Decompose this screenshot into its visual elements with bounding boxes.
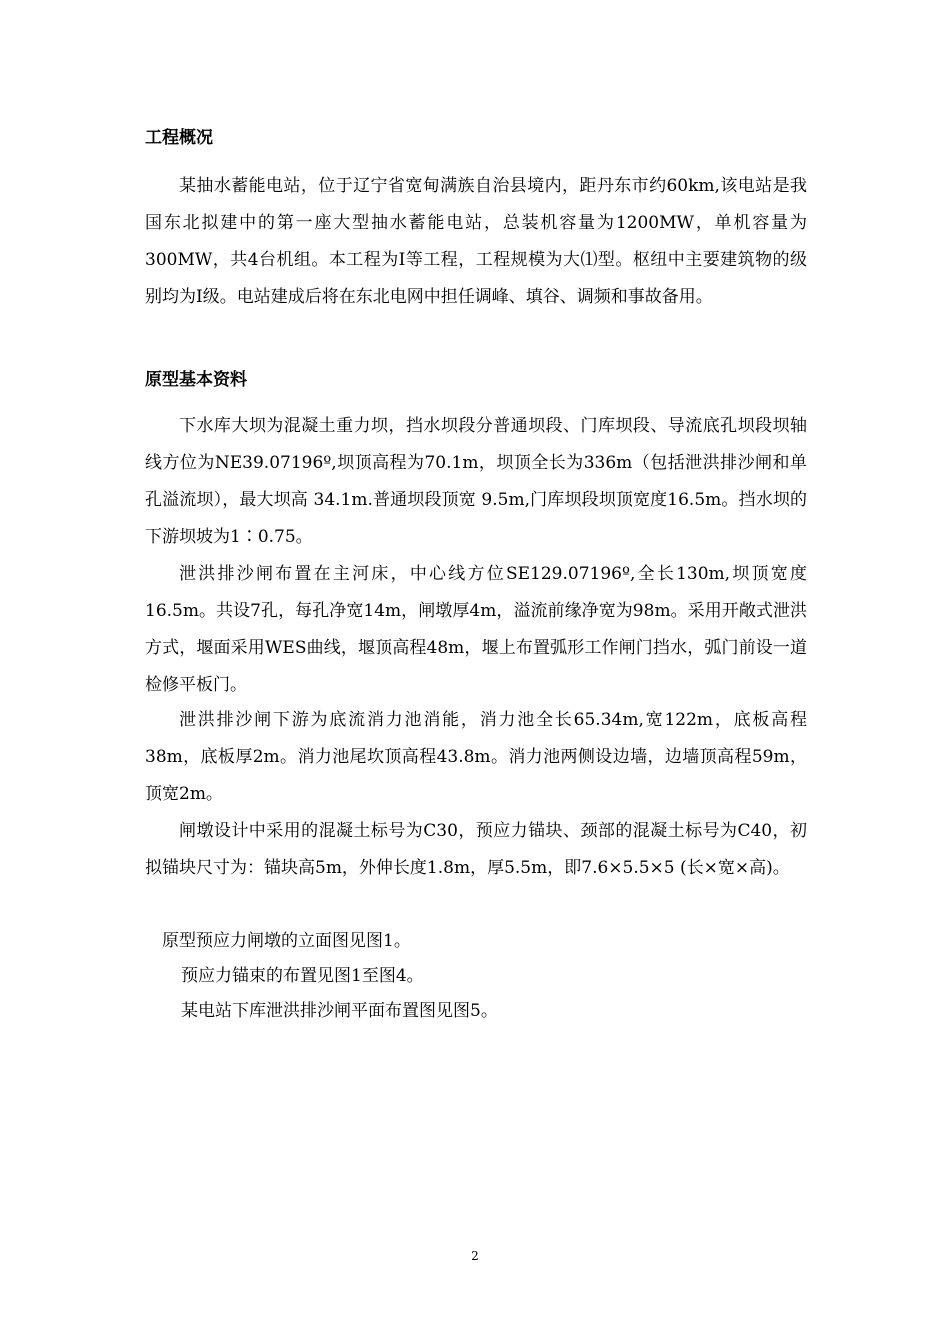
figure-reference-line: 某电站下库泄洪排沙闸平面布置图见图5。 [181, 1001, 498, 1021]
section-heading-project-overview: 工程概况 [145, 128, 213, 148]
figure-reference-line: 原型预应力闸墩的立面图见图1。 [162, 931, 411, 951]
sluice-layout-paragraph: 泄洪排沙闸布置在主河床，中心线方位SE129.07196º,全长130m,坝顶宽度16.5m。共设7孔，每孔净宽14m，闸墩厚4m，溢流前缘净宽为98m。采用开敞式泄洪方式，堰面采用WES曲线，堰顶高程48m，堰上布置弧形工作闸门挡水，弧门前设一道检修平板门。 [145, 564, 807, 695]
project-overview-paragraph: 某抽水蓄能电站，位于辽宁省宽甸满族自治县境内，距丹东市约60km,该电站是我国东北拟建中的第一座大型抽水蓄能电站，总装机容量为1200MW，单机容量为300MW，共4台机组。本工程为I等工程，工程规模为大⑴型。枢纽中主要建筑物的级别均为I级。电站建成后将在东北电网中担任调峰、填谷、调频和事故备用。 [145, 176, 807, 307]
page-number: 2 [471, 1249, 479, 1263]
section-heading-prototype-data: 原型基本资料 [145, 370, 247, 390]
figure-reference-line: 预应力锚束的布置见图1至图4。 [181, 966, 424, 986]
dam-description-paragraph: 下水库大坝为混凝土重力坝，挡水坝段分普通坝段、门库坝段、导流底孔坝段坝轴线方位为NE39.07196º,坝顶高程为70.1m，坝顶全长为336m（包括泄洪排沙闸和单孔溢流坝），最大坝高 34.1m.普通坝段顶宽 9.5m,门库坝段坝顶宽度16.5m。挡水坝的下游坝坡为1∶0.75。 [145, 416, 807, 547]
stilling-basin-paragraph: 泄洪排沙闸下游为底流消力池消能，消力池全长65.34m,宽122m，底板高程38m，底板厚2m。消力池尾坎顶高程43.8m。消力池两侧设边墙，边墙顶高程59m，顶宽2m。 [145, 710, 807, 804]
pier-design-paragraph: 闸墩设计中采用的混凝土标号为C30，预应力锚块、颈部的混凝土标号为C40，初拟锚块尺寸为：锚块高5m，外伸长度1.8m，厚5.5m，即7.6×5.5×5 (长×宽×高)。 [145, 821, 807, 878]
